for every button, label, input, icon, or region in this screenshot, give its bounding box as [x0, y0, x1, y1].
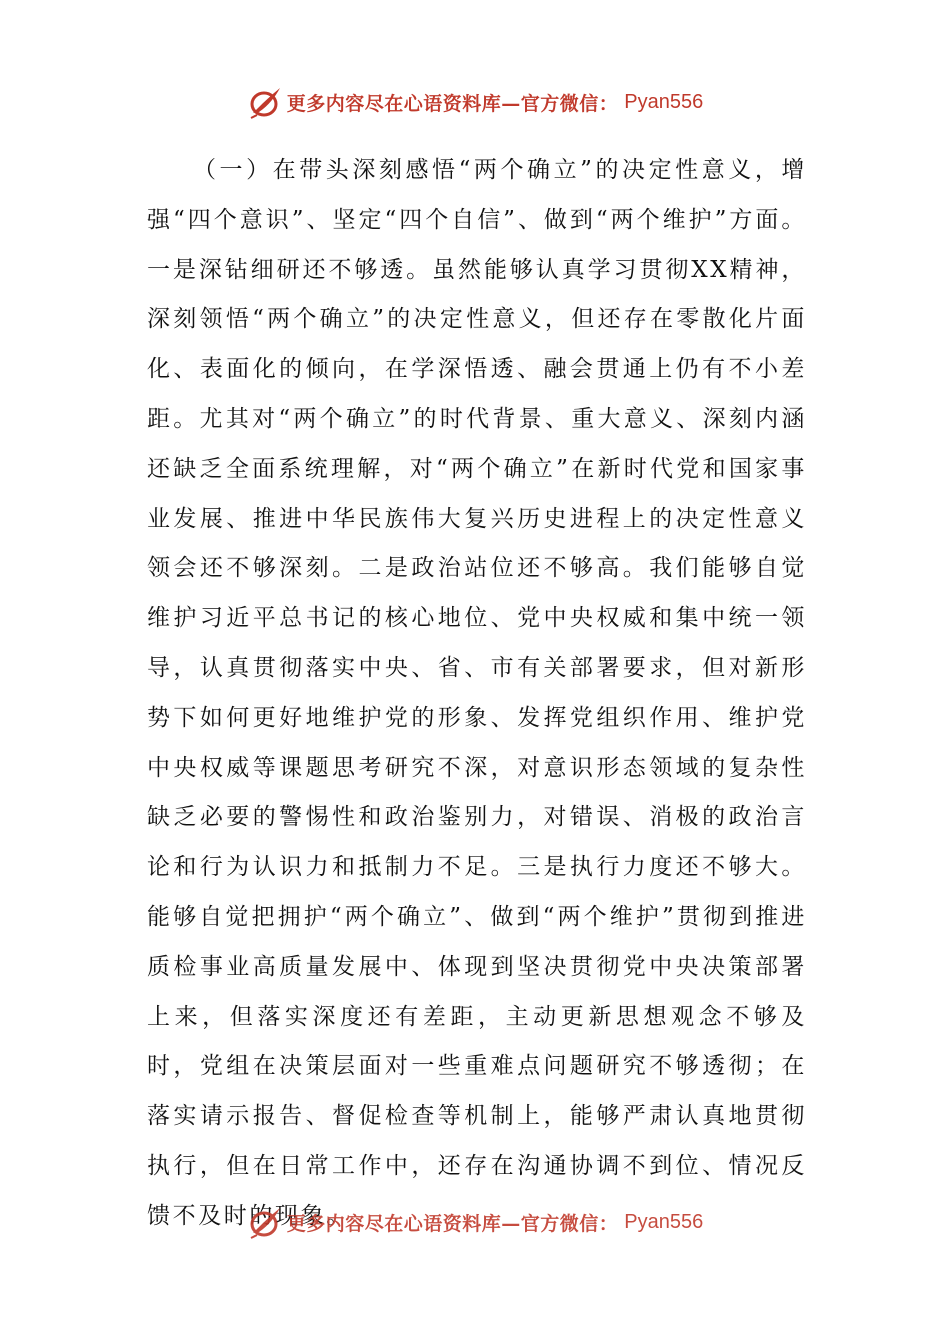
watermark-wechat-id: Pyan556 — [624, 90, 704, 113]
watermark-text: 更多内容尽在心语资料库—官方微信： — [286, 92, 619, 115]
footer-watermark — [0, 1203, 950, 1239]
watermark-wechat-id: Pyan556 — [624, 1210, 704, 1233]
header-watermark — [0, 82, 950, 122]
quill-seal-icon — [247, 85, 283, 119]
quill-seal-icon — [247, 1205, 283, 1239]
body-paragraph: （一）在带头深刻感悟“两个确立”的决定性意义，增强“四个意识”、坚定“四个自信”、做到“两个维护”方面。一是深钻细研还不够透。虽然能够认真学习贯彻XX精神，深刻领悟“两个确立”的决定性意义，但还存在零散化片面化、表面化的倾向，在学深悟透、融会贯通上仍有不小差距。尤其对“两个确立”的时代背景、重大意义、深刻内涵还缺乏全面系统理解，对“两个确立”在新时代党和国家事业发展、推进中华民族伟大复兴历史进程上的决定性意义领会还不够深刻。二是政治站位还不够高。我们能够自觉维护习近平总书记的核心地位、党中央权威和集中统一领导，认真贯彻落实中央、省、市有关部署要求，但对新形势下如何更好地维护党的形象、发挥党组织作用、维护党中央权威等课题思考研究不深，对意识形态领域的复杂性缺乏必要的警惕性和政治鉴别力，对错误、消极的政治言论和行为认识力和抵制力不足。三是执行力度还不够大。能够自觉把拥护“两个确立”、做到“两个维护”贯彻到推进质检事业高质量发展中、体现到坚决贯彻党中央决策部署上来，但落实深度还有差距，主动更新思想观念不够及时，党组在决策层面对一些重难点问题研究不够透彻；在落实请示报告、督促检查等机制上，能够严肃认真地贯彻执行，但在日常工作中，还存在沟通协调不到位、情况反馈不及时的现象。 — [147, 157, 807, 1229]
watermark-text: 更多内容尽在心语资料库—官方微信： — [286, 1212, 619, 1235]
document-body — [147, 146, 807, 1242]
